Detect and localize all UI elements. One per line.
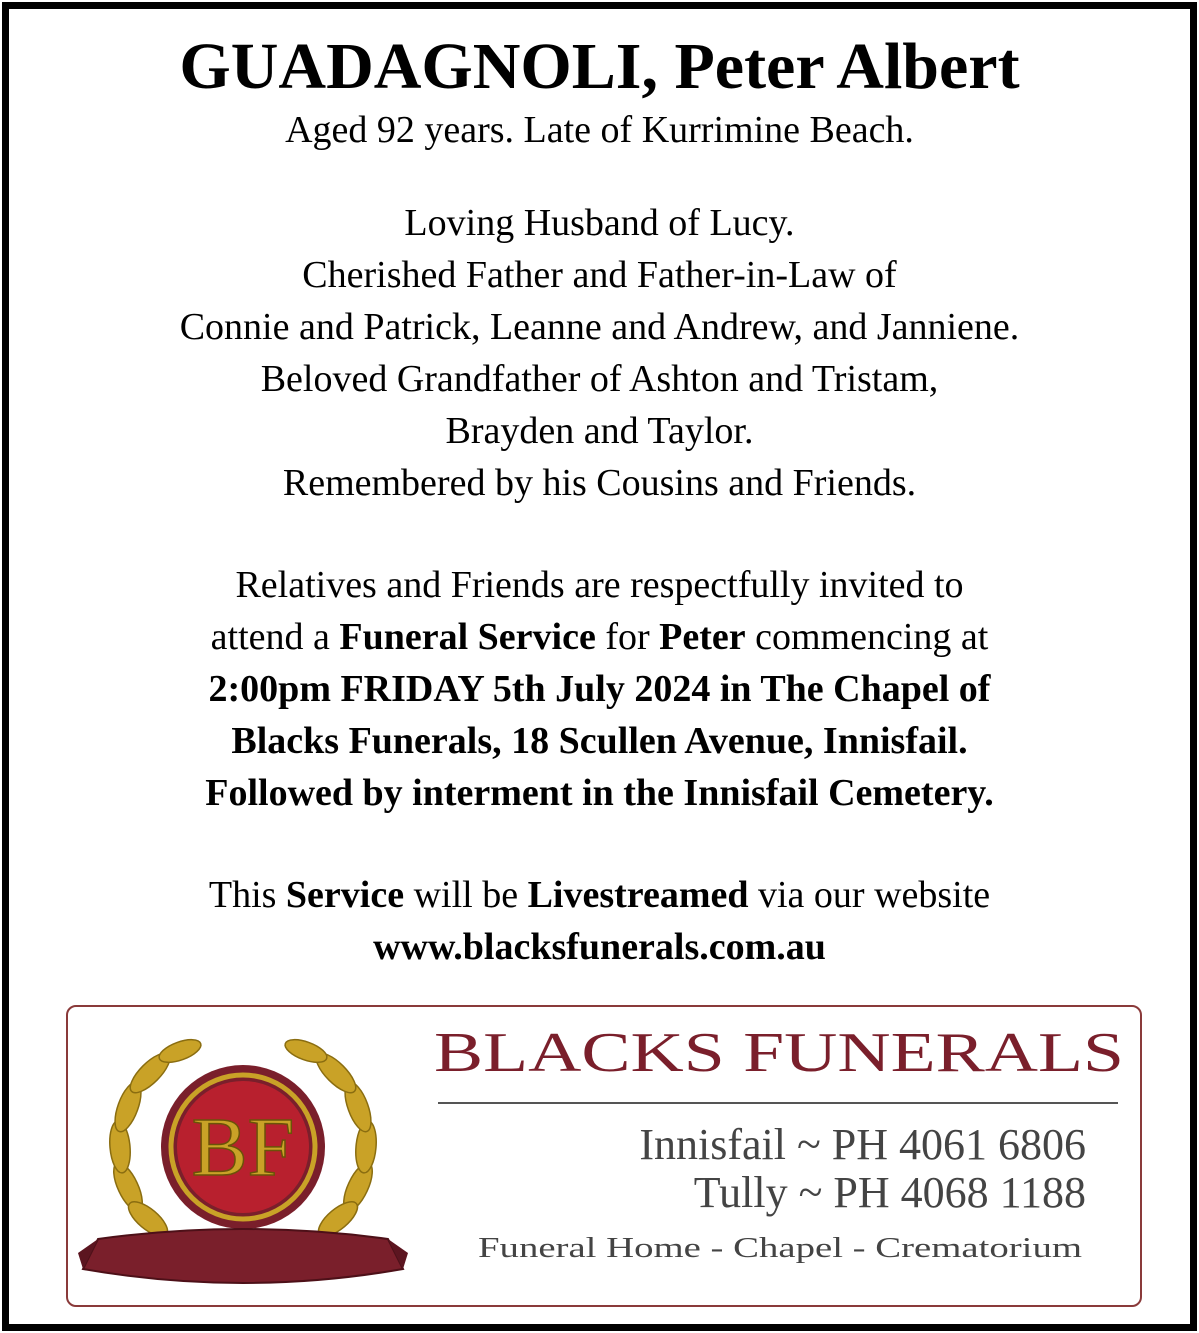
family-line: Beloved Grandfather of Ashton and Tristam, bbox=[260, 358, 939, 400]
funeral-notice bbox=[9, 9, 1190, 973]
service-datetime: 2:00pm FRIDAY 5th July 2024 in The Chapel of bbox=[208, 668, 991, 710]
service-text: for bbox=[595, 616, 660, 658]
deceased-first-name: Peter bbox=[659, 616, 746, 658]
family-section bbox=[9, 197, 1190, 509]
livestream-line bbox=[9, 869, 1190, 921]
family-line: Cherished Father and Father-in-Law of bbox=[302, 254, 897, 296]
age-and-residence: Aged 92 years. Late of Kurrimine Beach. bbox=[285, 109, 914, 151]
livestream-text: via our website bbox=[748, 874, 991, 916]
service-invite: Relatives and Friends are respectfully invited to bbox=[235, 564, 964, 606]
brand-name: BLACKS FUNERALS bbox=[434, 1022, 1124, 1084]
interment-details: Followed by interment in the Innisfail Cemetery. bbox=[205, 772, 994, 814]
livestream-text: Livestreamed bbox=[527, 874, 749, 916]
family-line: Remembered by his Cousins and Friends. bbox=[282, 462, 917, 504]
service-venue: Blacks Funerals, 18 Scullen Avenue, Innisfail. bbox=[231, 720, 968, 762]
logo-artwork bbox=[68, 1007, 1140, 1305]
blacks-funerals-logo bbox=[66, 1005, 1142, 1307]
service-type: Funeral Service bbox=[339, 616, 596, 658]
family-line: Brayden and Taylor. bbox=[445, 410, 754, 452]
livestream-text: Service bbox=[285, 874, 405, 916]
deceased-name: GUADAGNOLI, Peter Albert bbox=[179, 30, 1020, 103]
service-details bbox=[9, 559, 1190, 819]
crest-monogram: BF bbox=[191, 1101, 295, 1194]
phone-innisfail: Innisfail ~ PH 4061 6806 bbox=[639, 1120, 1086, 1169]
services-tagline: Funeral Home - Chapel - Crematorium bbox=[478, 1233, 1083, 1264]
livestream-section bbox=[9, 869, 1190, 973]
family-line: Connie and Patrick, Leanne and Andrew, and Janniene. bbox=[179, 306, 1020, 348]
service-text: commencing at bbox=[745, 616, 989, 658]
livestream-text: will be bbox=[404, 874, 528, 916]
ribbon-banner bbox=[83, 1229, 403, 1283]
family-line: Loving Husband of Lucy. bbox=[404, 202, 795, 244]
website-url: www.blacksfunerals.com.au bbox=[373, 926, 826, 968]
service-attend-line bbox=[9, 611, 1190, 663]
livestream-text: This bbox=[208, 874, 286, 916]
phone-tully: Tully ~ PH 4068 1188 bbox=[693, 1168, 1086, 1217]
service-text: attend a bbox=[210, 616, 340, 658]
